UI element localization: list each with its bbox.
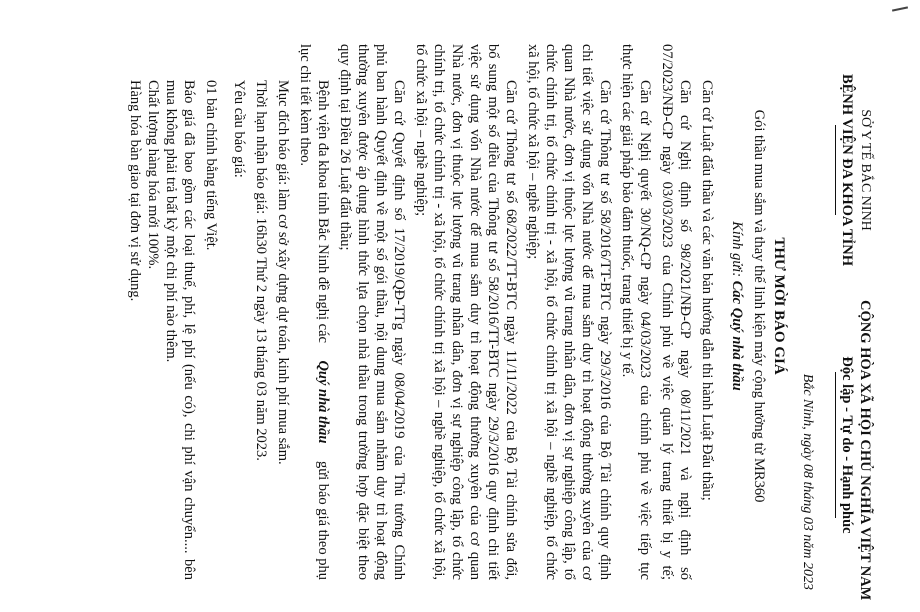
para-nghi-dinh-l2: 07/2023/NĐ-CP ngày 03/03/2023 của Chính phủ về việc quản lý trang thiết bị y tế; — [659, 44, 675, 580]
req-delivery: Hàng hóa bàn giao tại đơn vị sử dụng. — [127, 80, 143, 302]
para-tt58-l1: Căn cứ Thông tư số 58/2016/TT-BTC ngày 29/3/2016 của Bộ Tài chính quy định — [597, 80, 613, 580]
req-price-inclusive-l1: Báo giá đã bao gồm các loại thuế, phí, lệ phí (nếu có), chi phí vận chuyển.... bên — [181, 80, 197, 580]
item-purpose: Mục đích báo giá: làm cơ sở xây dựng dự toán, kinh phí mua sắm. — [275, 80, 291, 465]
para-request-l2: lục chi tiết kèm theo. — [297, 44, 313, 167]
para-nghi-quyet-l2: thực hiện các giải pháp bảo đảm thuốc, trang thiết bị y tế. — [619, 44, 635, 378]
para-tt58-l5: xã hội, tổ chức xã hội – nghề nghiệp; — [525, 44, 541, 260]
recipient-line — [730, 0, 745, 612]
kinh-gui-label: Kính gửi: — [729, 221, 745, 278]
req-original-copy: 01 bản chính bằng tiếng Việt. — [203, 80, 219, 251]
para-tt58-l3: quan Nhà nước, đơn vị thuộc lực lượng vũ trang nhân dân, đơn vị sự nghiệp công lập, tổ — [561, 44, 577, 580]
req-new-goods: Chất lượng hàng hóa mới 100%. — [145, 80, 161, 270]
item-requirements: Yêu cầu báo giá: — [231, 80, 247, 178]
item-deadline: Thời hạn nhận báo giá: 16h30 Thứ 2 ngày 13 tháng 03 năm 2023. — [253, 80, 269, 461]
para-qd17-l4: quy định tại Điều 26 Luật đấu thầu; — [337, 44, 353, 251]
para-tt68-l2: bổ sung một số điều của Thông tư số 58/2016/TT-BTC ngày 29/3/2016 quy định chi tiết — [485, 44, 501, 580]
date-line: Bắc Ninh, ngày 08 tháng 03 năm 2023 — [800, 373, 815, 590]
para-tt68-l5: chính trị, tổ chức chính trị - xã hội, tổ chức chính trị xã hội – nghề nghiệp, tổ chức xã hội, — [431, 44, 447, 580]
para-nghi-dinh-l1: Căn cứ Nghị định số 98/2021/NĐ-CP ngày 08/11/2021 và nghị định số — [677, 80, 693, 580]
scan-mark — [892, 6, 908, 11]
nation-title: CỘNG HÒA XÃ HỘI CHỦ NGHĨA VIỆT NAM — [857, 300, 873, 601]
para-tt68-l4: Nhà nước, đơn vị thuộc lực lượng vũ trang nhân dân, đơn vị sự nghiệp công lập, tổ chức — [449, 44, 465, 580]
para-qd17-l2: phủ ban hành Quyết định về một số gói thầu, nội dung mua sắm nhằm duy trì hoạt động — [373, 44, 389, 580]
para-qd17-l1: Căn cứ Quyết định số 17/2019/QĐ-TTg ngày 08/04/2019 của Thủ tướng Chính — [391, 80, 407, 580]
hospital-name: BỆNH VIỆN ĐA KHOA TỈNH — [839, 73, 855, 267]
para-luat-dau-thau: Căn cứ Luật đấu thầu và các văn bản hướng dẫn thi hành Luật Đấu thầu; — [699, 80, 715, 501]
request-text-a: Bệnh viện đa khoa tỉnh Bắc Ninh đề nghị các — [315, 80, 331, 343]
para-nghi-quyet-l1: Căn cứ Nghị quyết 30/NQ-CP ngày 04/03/2023 của chính phủ về việc tiếp tục — [637, 80, 653, 580]
para-tt68-l1: Căn cứ Thông tư số 68/2022/TT-BTC ngày 11/11/2022 của Bộ Tài chính sửa đổi, — [503, 80, 519, 580]
req-price-inclusive-l2: mua không phải trả bất kỳ một chi phí nào thêm. — [163, 80, 179, 363]
para-tt68-l3: việc sử dụng vốn Nhà nước để mua sắm duy trì hoạt động thường xuyên của cơ quan — [467, 44, 483, 580]
para-request-l1 — [316, 80, 331, 580]
nation-motto: Độc lập - Tự do - Hạnh phúc — [839, 356, 855, 534]
request-text-b: Quý nhà thầu — [315, 360, 331, 444]
document-title: THƯ MỜI BÁO GIÁ — [771, 237, 787, 375]
para-tt58-l4: chức chính trị, tổ chức chính trị - xã hội, tổ chức chính trị xã hội – nghề nghiệp, tổ chức — [543, 44, 559, 580]
hospital-underline — [835, 125, 836, 215]
request-text-c: gửi báo giá theo phụ — [315, 460, 331, 580]
para-tt68-l6: tổ chức xã hội – nghề nghiệp; — [413, 44, 429, 217]
motto-underline — [835, 372, 836, 518]
para-qd17-l3: thường xuyên được áp dụng hình thức lựa chọn nhà thầu trong trường hợp đặc biệt theo — [355, 44, 371, 580]
para-tt58-l2: chi tiết việc sử dụng vốn Nhà nước để mua sắm duy trì hoạt động thường xuyên của cơ — [579, 44, 595, 580]
agency-name: SỞ Y TẾ BẮC NINH — [858, 109, 873, 231]
kinh-gui-value: Các Quý nhà thầu — [729, 280, 745, 391]
document-subtitle: Gói thầu mua sắm và thay thế linh kiện máy cộng hưởng từ MR360 — [751, 109, 767, 503]
